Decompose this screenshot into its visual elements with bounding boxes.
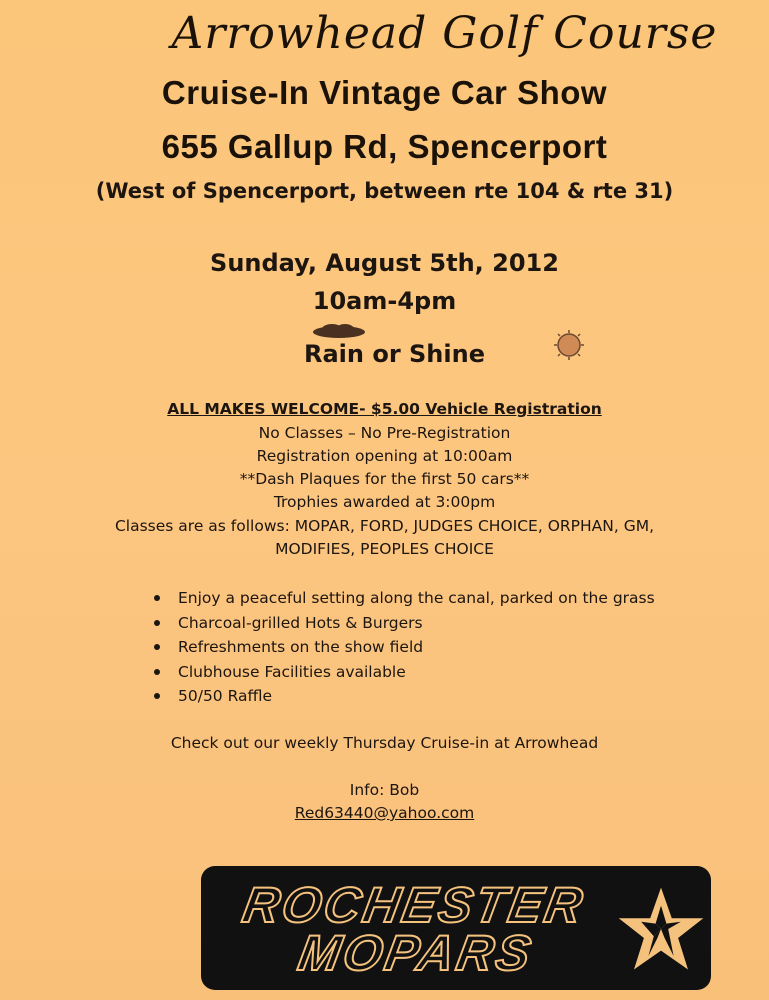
- registration-fee: ALL MAKES WELCOME- $5.00 Vehicle Registration: [167, 400, 602, 418]
- list-item: Refreshments on the show field: [152, 635, 655, 660]
- event-date: Sunday, August 5th, 2012: [210, 249, 559, 277]
- list-item: 50/50 Raffle: [152, 684, 655, 709]
- cloud-icon: [312, 323, 366, 339]
- classes-line-cont: MODIFIES, PEOPLES CHOICE: [275, 540, 494, 558]
- pentastar-icon: [616, 884, 706, 974]
- detail-line: Registration opening at 10:00am: [256, 447, 513, 465]
- event-title: Cruise-In Vintage Car Show: [161, 74, 608, 111]
- rain-or-shine: Rain or Shine: [304, 340, 485, 368]
- detail-line: No Classes – No Pre-Registration: [258, 424, 511, 442]
- list-item: Enjoy a peaceful setting along the canal, parked on the grass: [152, 586, 655, 611]
- list-item: Clubhouse Facilities available: [152, 660, 655, 685]
- venue-title: Arrowhead Golf Course: [171, 8, 718, 59]
- logo-line-2: MOPARS: [294, 925, 538, 981]
- event-hours: 10am-4pm: [312, 287, 457, 315]
- directions: (West of Spencerport, between rte 104 & rte 31): [95, 179, 674, 203]
- weekly-cruise-note: Check out our weekly Thursday Cruise-in at Arrowhead: [170, 734, 599, 752]
- detail-line: Trophies awarded at 3:00pm: [273, 493, 496, 511]
- contact-info: Info: Bob: [349, 781, 420, 799]
- amenities-list: [152, 586, 655, 709]
- address: 655 Gallup Rd, Spencerport: [161, 128, 608, 165]
- detail-line: **Dash Plaques for the first 50 cars**: [239, 470, 530, 488]
- rochester-mopars-logo: [201, 866, 711, 990]
- logo-line-1: ROCHESTER: [238, 877, 590, 933]
- sun-icon: [553, 329, 585, 361]
- classes-line: Classes are as follows: MOPAR, FORD, JUDGES CHOICE, ORPHAN, GM,: [114, 517, 655, 535]
- contact-email-link[interactable]: Red63440@yahoo.com: [294, 804, 475, 822]
- list-item: Charcoal-grilled Hots & Burgers: [152, 611, 655, 636]
